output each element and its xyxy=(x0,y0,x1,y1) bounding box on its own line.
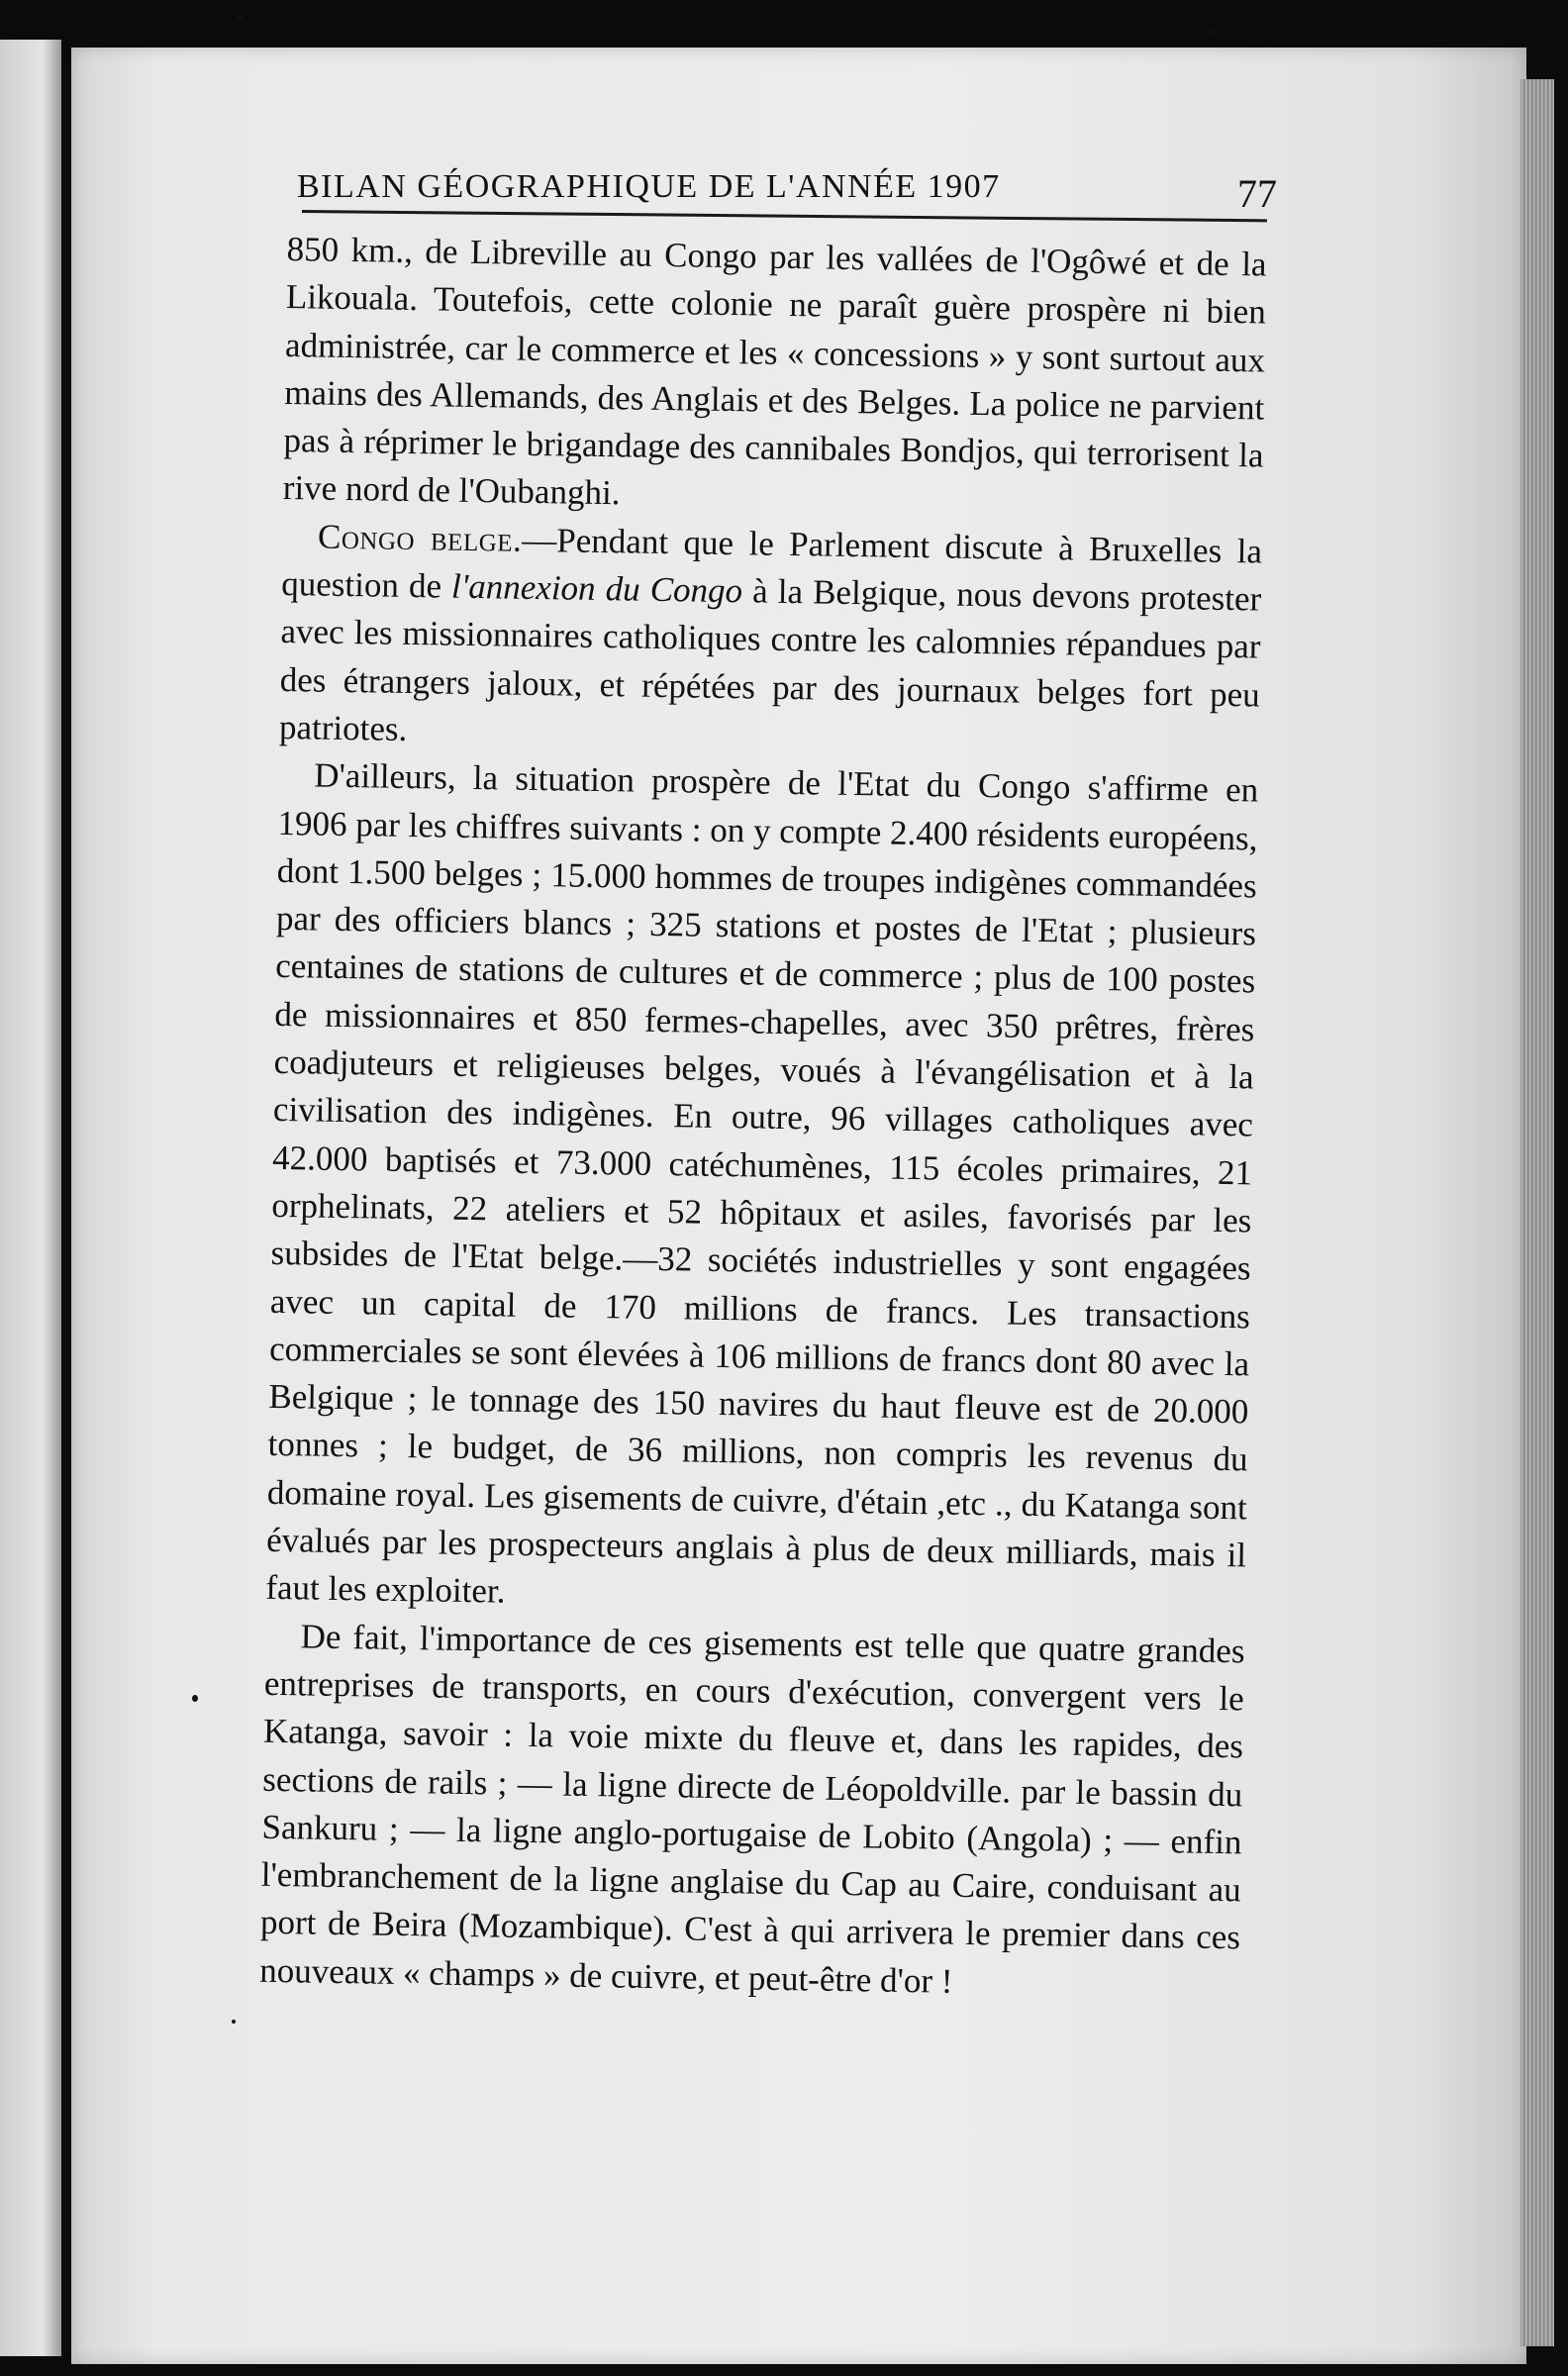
body-text xyxy=(259,226,1267,2010)
section-label: Congo belge. xyxy=(317,517,523,559)
ink-speck xyxy=(232,2020,236,2024)
paragraph-2-text-a: —Pendant que le Parlement discute à Bruxelles la question de xyxy=(281,520,1263,606)
paragraph-2-emphasis: l'annexion du Congo xyxy=(450,566,743,611)
ink-speck xyxy=(192,1695,198,1702)
paragraph-2-text-b: à la Belgique, nous devons protester avec les missionnaires catholiques contre les calomnies répandues par des étrangers jaloux, et répétées par des journaux belges fort peu patriotes. xyxy=(278,571,1262,748)
paragraph-2 xyxy=(279,513,1263,767)
paragraph-1: 850 km., de Libreville au Congo par les vallées de l'Ogôwé et de la Likouala. Toutefois, cette colonie ne paraît guère prospère ni bien administrée, car le commerce et les « concessions » y sont surtout aux mains des Allemands, des Anglais et des Belges. La police ne parvient pas à réprimer le brigandage des cannibales Bondjos, qui terrorisent la rive nord de l'Oubanghi. xyxy=(282,229,1267,513)
paragraph-3: D'ailleurs, la situation prospère de l'Etat du Congo s'affirme en 1906 par les chiffres suivants : on y compte 2.400 résidents européens, dont 1.500 belges ; 15.000 hommes de troupes indigènes commandées par des officiers blancs ; 325 stations et postes de l'Etat ; plusieurs centaines de stations de cultures et de commerce ; plus de 100 postes de missionnaires et 850 fermes-chapelles, avec 350 prêtres, frères coadjuteurs et religieuses belges, voués à l'évangélisation et à la civilisation des indigènes. En outre, 96 villages catholiques avec 42.000 baptisés et 73.000 catéchumènes, 115 écoles primaires, 21 orphelinats, 22 ateliers et 52 hôpitaux et asiles, favorisés par les subsides de l'Etat belge.—32 sociétés industrielles y sont engagées avec un capital de 170 millions de francs. Les transactions commerciales se sont élevées à 106 millions de francs dont 80 avec la Belgique ; le tonnage des 150 navires du haut fleuve est de 20.000 tonnes ; le budget, de 36 millions, non compris les revenus du domaine royal. Les gisements de cuivre, d'étain ,etc ., du Katanga sont évalués par les prospecteurs anglais à plus de deux milliards, mais il faut les exploiter. xyxy=(265,755,1259,1611)
page-stack-edge xyxy=(1520,79,1554,2346)
paragraph-4: De fait, l'importance de ces gisements est telle que quatre grandes entreprises de transports, en cours d'exécution, convergent vers le Katanga, savoir : la voie mixte du fleuve et, dans les rapides, des sections de rails ; — la ligne directe de Léopoldville. par le bassin du Sankuru ; — la ligne anglo-portugaise de Lobito (Angola) ; — enfin l'embranchement de la ligne anglaise du Cap au Caire, conduisant au port de Beira (Mozambique). C'est à qui arrivera le premier dans ces nouveaux « champs » de cuivre, et peut-être d'or ! xyxy=(259,1617,1245,2001)
ink-speck xyxy=(238,14,243,19)
page-number: 77 xyxy=(1237,171,1277,216)
running-header: BILAN GÉOGRAPHIQUE DE L'ANNÉE 1907 xyxy=(297,168,1001,205)
ink-speck xyxy=(1210,30,1216,35)
facing-page-edge xyxy=(0,40,61,2356)
